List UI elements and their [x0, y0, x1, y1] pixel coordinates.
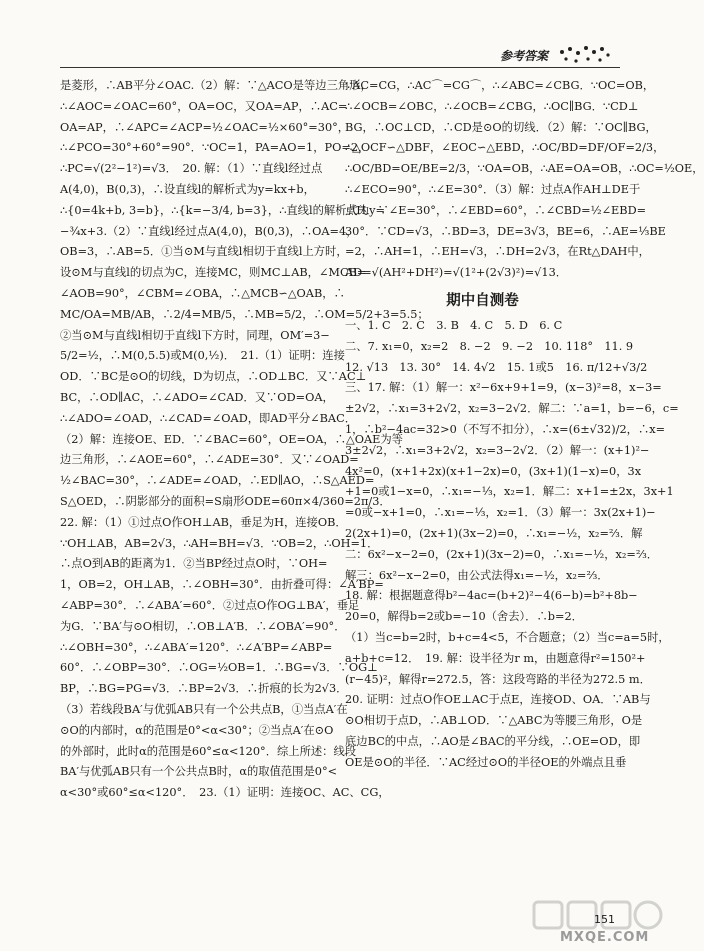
text-line: S△OED，∴阴影部分的面积=S扇形ODE=60π×4/360=2π/3．	[60, 494, 391, 508]
text-line: ⊙O的内部时，α的范围是0°<α<30°；②当点A′在⊙O	[60, 723, 334, 737]
header-title: 参考答案	[500, 48, 549, 63]
text-line: ∴OC/BD=OE/BE=2/3，∵OA=OB，∴AE=OA=OB，∴OC=½OE，	[345, 162, 704, 176]
answer-line: ±2√2，∴x₁=3+2√2，x₂=3−2√2．解二：∵a=1，b=−6，c=	[345, 402, 679, 416]
text-line: （3）若线段BA′与优弧AB只有一个公共点B，①当点A′在	[60, 702, 348, 716]
text-line: OD．∵BC是⊙O的切线，D为切点，∴OD⊥BC．又∵AC⊥	[60, 370, 367, 384]
text-line: ∴△OCF∽△DBF，∠EOC∽△EBD，∴OC/BD=DF/OF=2/3，	[345, 141, 665, 155]
text-line: ∠AOB=90°，∠CBM=∠OBA，∴△MCB∽△OAB，∴	[60, 286, 345, 300]
text-line: AD=√(AH²+DH²)=√(1²+(2√3)²)=√13．	[345, 266, 568, 280]
answer-line: ⊙O相切于点D，∴AB⊥OD．∵△ABC为等腰三角形，O是	[345, 714, 643, 728]
answer-line: =0或−x+1=0，∴x₁=−⅓，x₂=1．（3）解一：3x(2x+1)−	[345, 506, 656, 520]
answer-line: 4x²=0，(x+1+2x)(x+1−2x)=0，(3x+1)(1−x)=0，3x	[345, 464, 642, 478]
text-line: ②当⊙M与直线l相切于直线l下方时，同理，OM′=3−	[60, 328, 330, 342]
text-line: 边三角形，∴∠AOE=60°，∴∠ADE=30°．又∵∠OAD=	[60, 453, 359, 467]
text-line: ∵AC=CG，∴AC⌒=CG⌒，∴∠ABC=∠CBG．∵OC=OB，	[345, 79, 655, 92]
text-line: 的外部时，此时α的范围是60°≤α<120°．综上所述：线段	[60, 744, 357, 758]
right-column	[345, 76, 704, 774]
answer-line: a+b+c=12． 19. 解：设半径为r m，由题意得r²=150²+	[345, 651, 646, 665]
answer-line: 1，∴b²−4ac=32>0（不写不扣分），∴x=(6±√32)/2，∴x=	[345, 422, 666, 436]
watermark-url: MXQE.COM	[560, 930, 650, 945]
text-line: ∵OH⊥AB，AB=2√3，∴AH=BH=√3．∵OB=2，∴OH=1．	[60, 536, 379, 550]
left-column	[60, 76, 429, 804]
text-line: 30°．∵CD=√3，∴BD=3，DE=3√3，BE=6，∴AE=⅓BE	[345, 224, 666, 238]
text-line: ∴∠ADO=∠OAD，∴∠CAD=∠OAD，即AD平分∠BAC．	[60, 411, 357, 425]
answer-line: (r−45)²，解得r=272.5，答：这段弯路的半径为272.5 m．	[345, 672, 651, 686]
text-line: OB=3，∴AB=5．①当⊙M与直线l相切于直线l上方时，	[60, 245, 348, 259]
answer-line: 二、7. x₁=0，x₂=2 8. −2 9. −2 10. 118° 11. 9	[345, 339, 634, 353]
answer-line: +1=0或1−x=0，∴x₁=−⅓，x₂=1．解二：x+1=±2x，3x+1	[345, 485, 674, 499]
text-line: =2，∴AH=1，∴EH=√3，∴DH=2√3，在Rt△DAH中，	[345, 245, 650, 259]
text-line: ∴∠ECO=90°，∴∠E=30°．（3）解：过点A作AH⊥DE于	[345, 182, 641, 196]
text-line: BP，∴BG=PG=√3．∴BP=2√3．∴折痕的长为2√3．	[60, 682, 348, 696]
text-line: ∴∠OBH=30°，∴∠ABA′=120°．∴∠A′BP=∠ABP=	[60, 640, 333, 654]
text-line: 设⊙M与直线l的切点为C，连接MC，则MC⊥AB，∠MCB=	[60, 266, 367, 280]
text-line: （2）解：连接OE、ED．∵∠BAC=60°，OE=OA，∴△OAE为等	[60, 432, 403, 446]
text-line: BC，∴OD∥AC，∴∠ADO=∠CAD．又∵OD=OA，	[60, 390, 334, 404]
text-line: ∴{0=4k+b, 3=b}，∴{k=−3/4, b=3}，∴直线l的解析式为y=	[60, 203, 385, 217]
text-line: 60°．∴∠OBP=30°．∴OG=½OB=1．∴BG=√3．∵OG⊥	[60, 661, 378, 675]
answer-line: 20. 证明：过点O作OE⊥AC于点E，连接OD、OA．∵AB与	[345, 693, 651, 707]
text-line: 为G．∵BA′与⊙O相切，∴OB⊥A′B．∴∠OBA′=90°．	[60, 619, 346, 633]
section-title: 期中自测卷	[446, 292, 519, 309]
page-number: 151	[594, 913, 615, 926]
answer-line: 20=0，解得b=2或b=−10（舍去）．∴b=2．	[345, 610, 583, 624]
page-header	[500, 44, 614, 66]
answer-line: 18. 解：根据题意得b²−4ac=(b+2)²−4(6−b)=b²+8b−	[345, 589, 638, 603]
text-line: ∠ABP=30°．∴∠ABA′=60°．②过点O作OG⊥BA′，垂足	[60, 598, 360, 612]
text-line: 点H．∵∠E=30°，∴∠EBD=60°，∴∠CBD=½∠EBD=	[345, 203, 647, 217]
text-line: ∴点O到AB的距离为1．②当BP经过点O时，∵OH=	[60, 557, 328, 571]
answer-line: 3±2√2，∴x₁=3+2√2，x₂=3−2√2．（2）解一：(x+1)²−	[345, 443, 650, 457]
answer-line: 解三：6x²−x−2=0，由公式法得x₁=−½，x₂=⅔．	[345, 568, 609, 582]
answer-line: 12. √13 13. 30° 14. 4√2 15. 1或5 16. π/12+√3/2	[345, 360, 648, 374]
answer-line: 二：6x²−x−2=0，(2x+1)(3x−2)=0，∴x₁=−½，x₂=⅔．	[345, 547, 659, 561]
answer-line: 底边BC的中点，∴AO是∠BAC的平分线，∴OE=OD，即	[345, 734, 641, 748]
text-line: ∴PC=√(2²−1²)=√3． 20. 解：（1）∵直线l经过点	[60, 162, 323, 176]
answer-line: OE是⊙O的半径．∵AC经过⊙O的半径OE的外端点且垂	[345, 755, 627, 769]
text-line: ∴∠PCO=30°+60°=90°．∵OC=1，PA=AO=1，PO=2，	[60, 141, 370, 155]
text-line: ∴∠OCB=∠OBC，∴∠OCB=∠CBG，∴OC∥BG．∵CD⊥	[345, 99, 639, 113]
answer-line: （1）当c=b=2时，b+c=4<5，不合题意；（2）当c=a=5时，	[345, 630, 670, 644]
answer-line: 三、17. 解：（1）解一：x²−6x+9+1=9，(x−3)²=8，x−3=	[345, 381, 662, 395]
header-rule	[60, 67, 620, 68]
text-line: −¾x+3.（2）∵直线l经过点A(4,0)，B(0,3)，∴OA=4，	[60, 224, 358, 238]
text-line: 22. 解：（1）①过点O作OH⊥AB，垂足为H，连接OB．	[60, 515, 347, 529]
text-line: MC/OA=MB/AB，∴2/4=MB/5，∴MB=5/2，∴OM=5/2+3=5.5；	[60, 307, 429, 321]
text-line: BG，∴OC⊥CD，∴CD是⊙O的切线．（2）解：∵OC∥BG，	[345, 120, 657, 134]
text-line: 5/2=½，∴M(0,5.5)或M(0,½)． 21.（1）证明：连接	[60, 349, 345, 363]
text-line: α<30°或60°≤α<120°． 23.（1）证明：连接OC、AC、CG，	[60, 786, 390, 800]
text-line: 1，OB=2，OH⊥AB，∴∠OBH=30°．由折叠可得：∠A′BP=	[60, 578, 384, 592]
text-line: A(4,0)，B(0,3)，∴设直线l的解析式为y=kx+b，	[60, 182, 315, 196]
text-line: OA=AP，∴∠APC=∠ACP=½∠OAC=½×60°=30°，	[60, 120, 350, 134]
text-line: ½∠BAC=30°，∴∠ADE=∠OAD，∴ED∥AO，∴S△AED=	[60, 474, 375, 488]
text-line: BA′与优弧AB只有一个公共点B时，α的取值范围是0°<	[60, 765, 338, 779]
answer-line: 一、1. C 2. C 3. B 4. C 5. D 6. C	[345, 318, 563, 332]
header-ornament-icon	[556, 44, 614, 66]
text-line: ∴∠AOC=∠OAC=60°，OA=OC，又OA=AP，∴AC=	[60, 99, 348, 113]
answer-line: 2(2x+1)=0，(2x+1)(3x−2)=0，∴x₁=−½，x₂=⅔．解	[345, 526, 643, 540]
text-line: 是菱形，∴AB平分∠OAC.（2）解：∵△ACO是等边三角形，	[60, 79, 372, 92]
